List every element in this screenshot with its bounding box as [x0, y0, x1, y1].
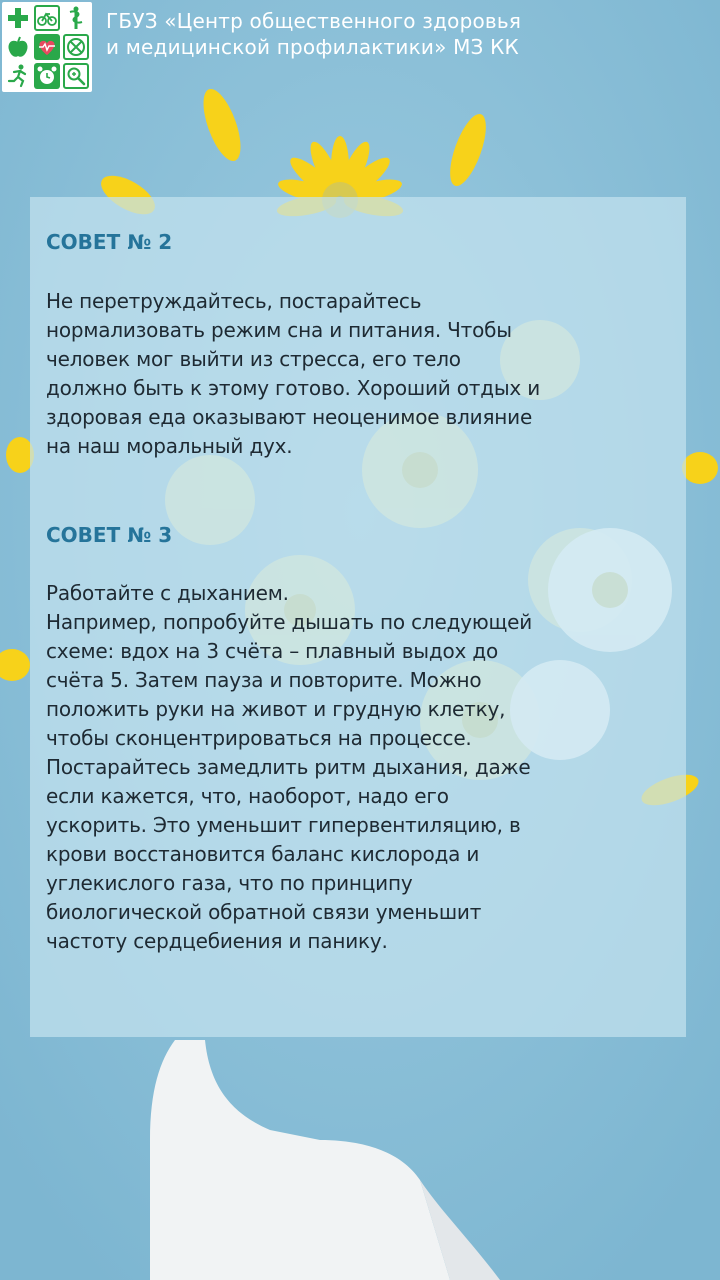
tip-2-title: СОВЕТ № 2: [46, 230, 173, 254]
bicycle-icon: [34, 5, 60, 31]
runner-icon: [5, 63, 31, 89]
plus-icon: [5, 5, 31, 31]
tip-2-paragraph: Не перетруждайтесь, постарайтесь нормализовать режим сна и питания. Чтобы человек мог выйти из стресса, его тело должно быть к этому готово. Хороший отдых и здоровая еда оказывают неоценимое влияние на наш моральный дух.: [46, 289, 541, 458]
tip-3-text: [46, 579, 686, 956]
header: [0, 0, 720, 96]
organization-name: [106, 8, 706, 60]
no-smoking-icon: [63, 34, 89, 60]
tip-3-paragraph: Работайте с дыханием. Например, попробуйте дышать по следующей схеме: вдох на 3 счёта – плавный выдох до счёта 5. Затем пауза и повторите. Можно положить руки на живот и грудную клетку, чтобы сконцентрироваться на процессе. Постарайтесь замедлить ритм дыхания, даже если кажется, что, наоборот, надо его ускорить. Это уменьшит гипервентиляцию, в крови восстановится баланс кислорода и углекислого газа, что по принципу биологической обратной связи уменьшит частоту сердцебиения и панику.: [46, 581, 533, 953]
apple-icon: [5, 34, 31, 60]
alarm-clock-icon: [34, 63, 60, 89]
heart-pulse-icon: [34, 34, 60, 60]
tip-2-text: [46, 287, 686, 461]
organization-name-line1: ГБУЗ «Центр общественного здоровья: [106, 9, 522, 33]
organization-logo: [2, 2, 92, 92]
tip-3-title: СОВЕТ № 3: [46, 523, 173, 547]
magnifier-icon: [63, 63, 89, 89]
medical-symbol-icon: [63, 5, 89, 31]
organization-name-line2: и медицинской профилактики» МЗ КК: [106, 35, 519, 59]
